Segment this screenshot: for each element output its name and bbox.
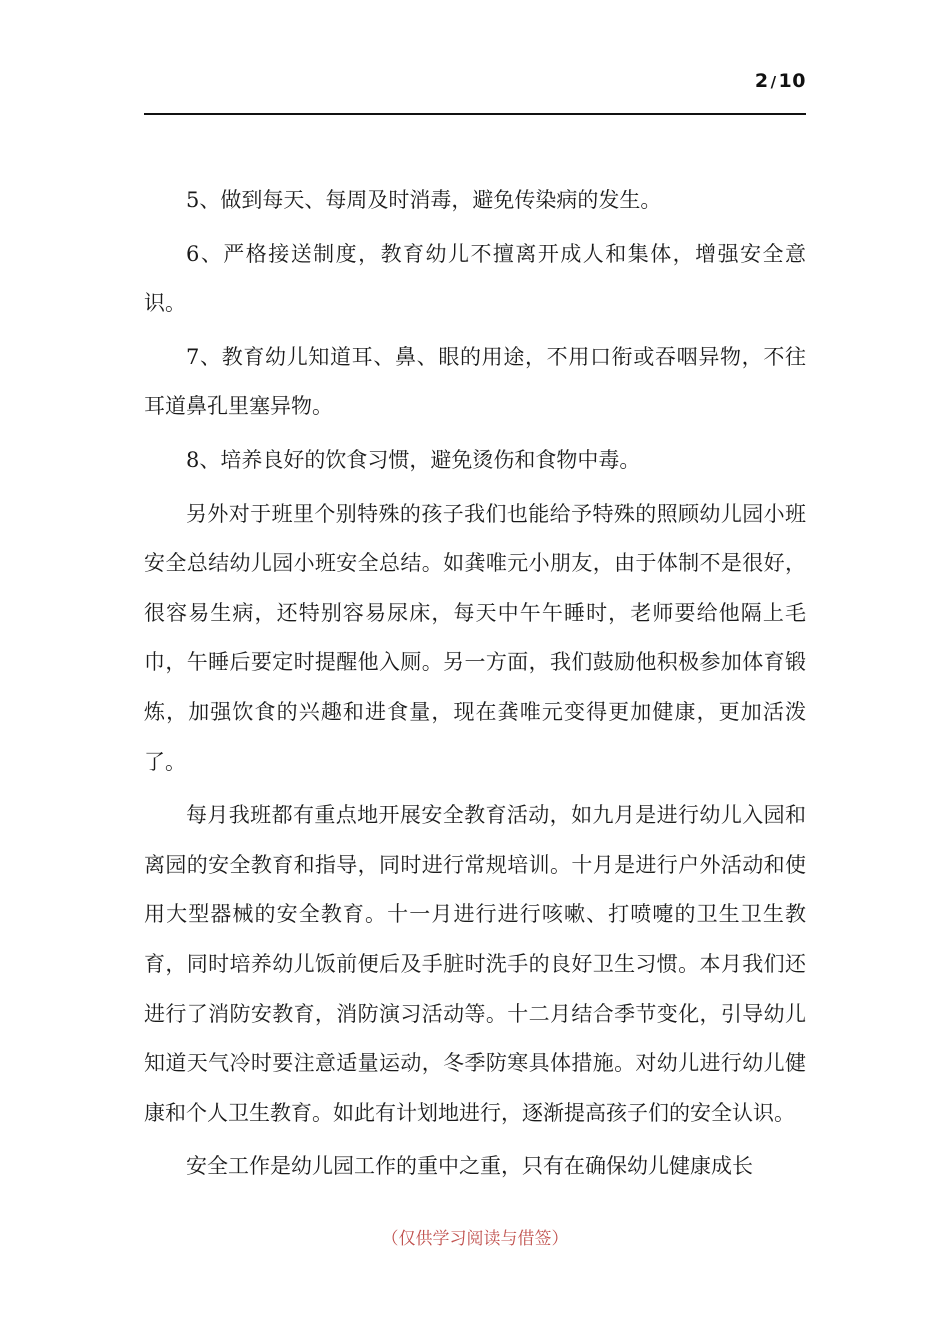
paragraph-item-8: 8、培养良好的饮食习惯，避免烫伤和食物中毒。: [186, 447, 641, 472]
paragraph-item-6: 6、严格接送制度，教育幼儿不擅离开成人和集体，增强安全意识。: [144, 241, 806, 316]
document-body: [144, 176, 806, 1196]
page-number: [755, 70, 806, 92]
paragraph-special-care: 另外对于班里个别特殊的孩子我们也能给予特殊的照顾幼儿园小班安全总结幼儿园小班安全总结。如龚唯元小朋友，由于体制不是很好，很容易生病，还特别容易尿床，每天中午午睡时，老师要给他隔上毛巾，午睡后要定时提醒他入厕。另一方面，我们鼓励他积极参加体育锻炼，加强饮食的兴趣和进食量，现在龚唯元变得更加健康，更加活泼了。: [144, 501, 806, 774]
paragraph-item-5: 5、做到每天、每周及时消毒，避免传染病的发生。: [186, 188, 662, 212]
page-current: 2: [754, 70, 769, 92]
page-total: 10: [778, 70, 806, 92]
page-separator: /: [770, 73, 777, 91]
paragraph-item-7: 7、教育幼儿知道耳、鼻、眼的用途，不用口衔或吞咽异物，不往耳道鼻孔里塞异物。: [144, 344, 806, 419]
footer-note: （仅供学习阅读与借签）: [381, 1229, 569, 1249]
header-divider: [144, 113, 806, 115]
paragraph-monthly-activities: 每月我班都有重点地开展安全教育活动，如九月是进行幼儿入园和离园的安全教育和指导，同时进行常规培训。十月是进行户外活动和使用大型器械的安全教育。十一月进行进行咳嗽、打喷嚏的卫生卫生教育，同时培养幼儿饭前便后及手脏时洗手的良好卫生习惯。本月我们还进行了消防安教育，消防演习活动等。十二月结合季节变化，引导幼儿知道天气冷时要注意适量运动，冬季防寒具体措施。对幼儿进行幼儿健康和个人卫生教育。如此有计划地进行，逐渐提高孩子们的安全认识。: [144, 803, 806, 1125]
paragraph-safety-priority: 安全工作是幼儿园工作的重中之重，只有在确保幼儿健康成长: [186, 1154, 753, 1179]
